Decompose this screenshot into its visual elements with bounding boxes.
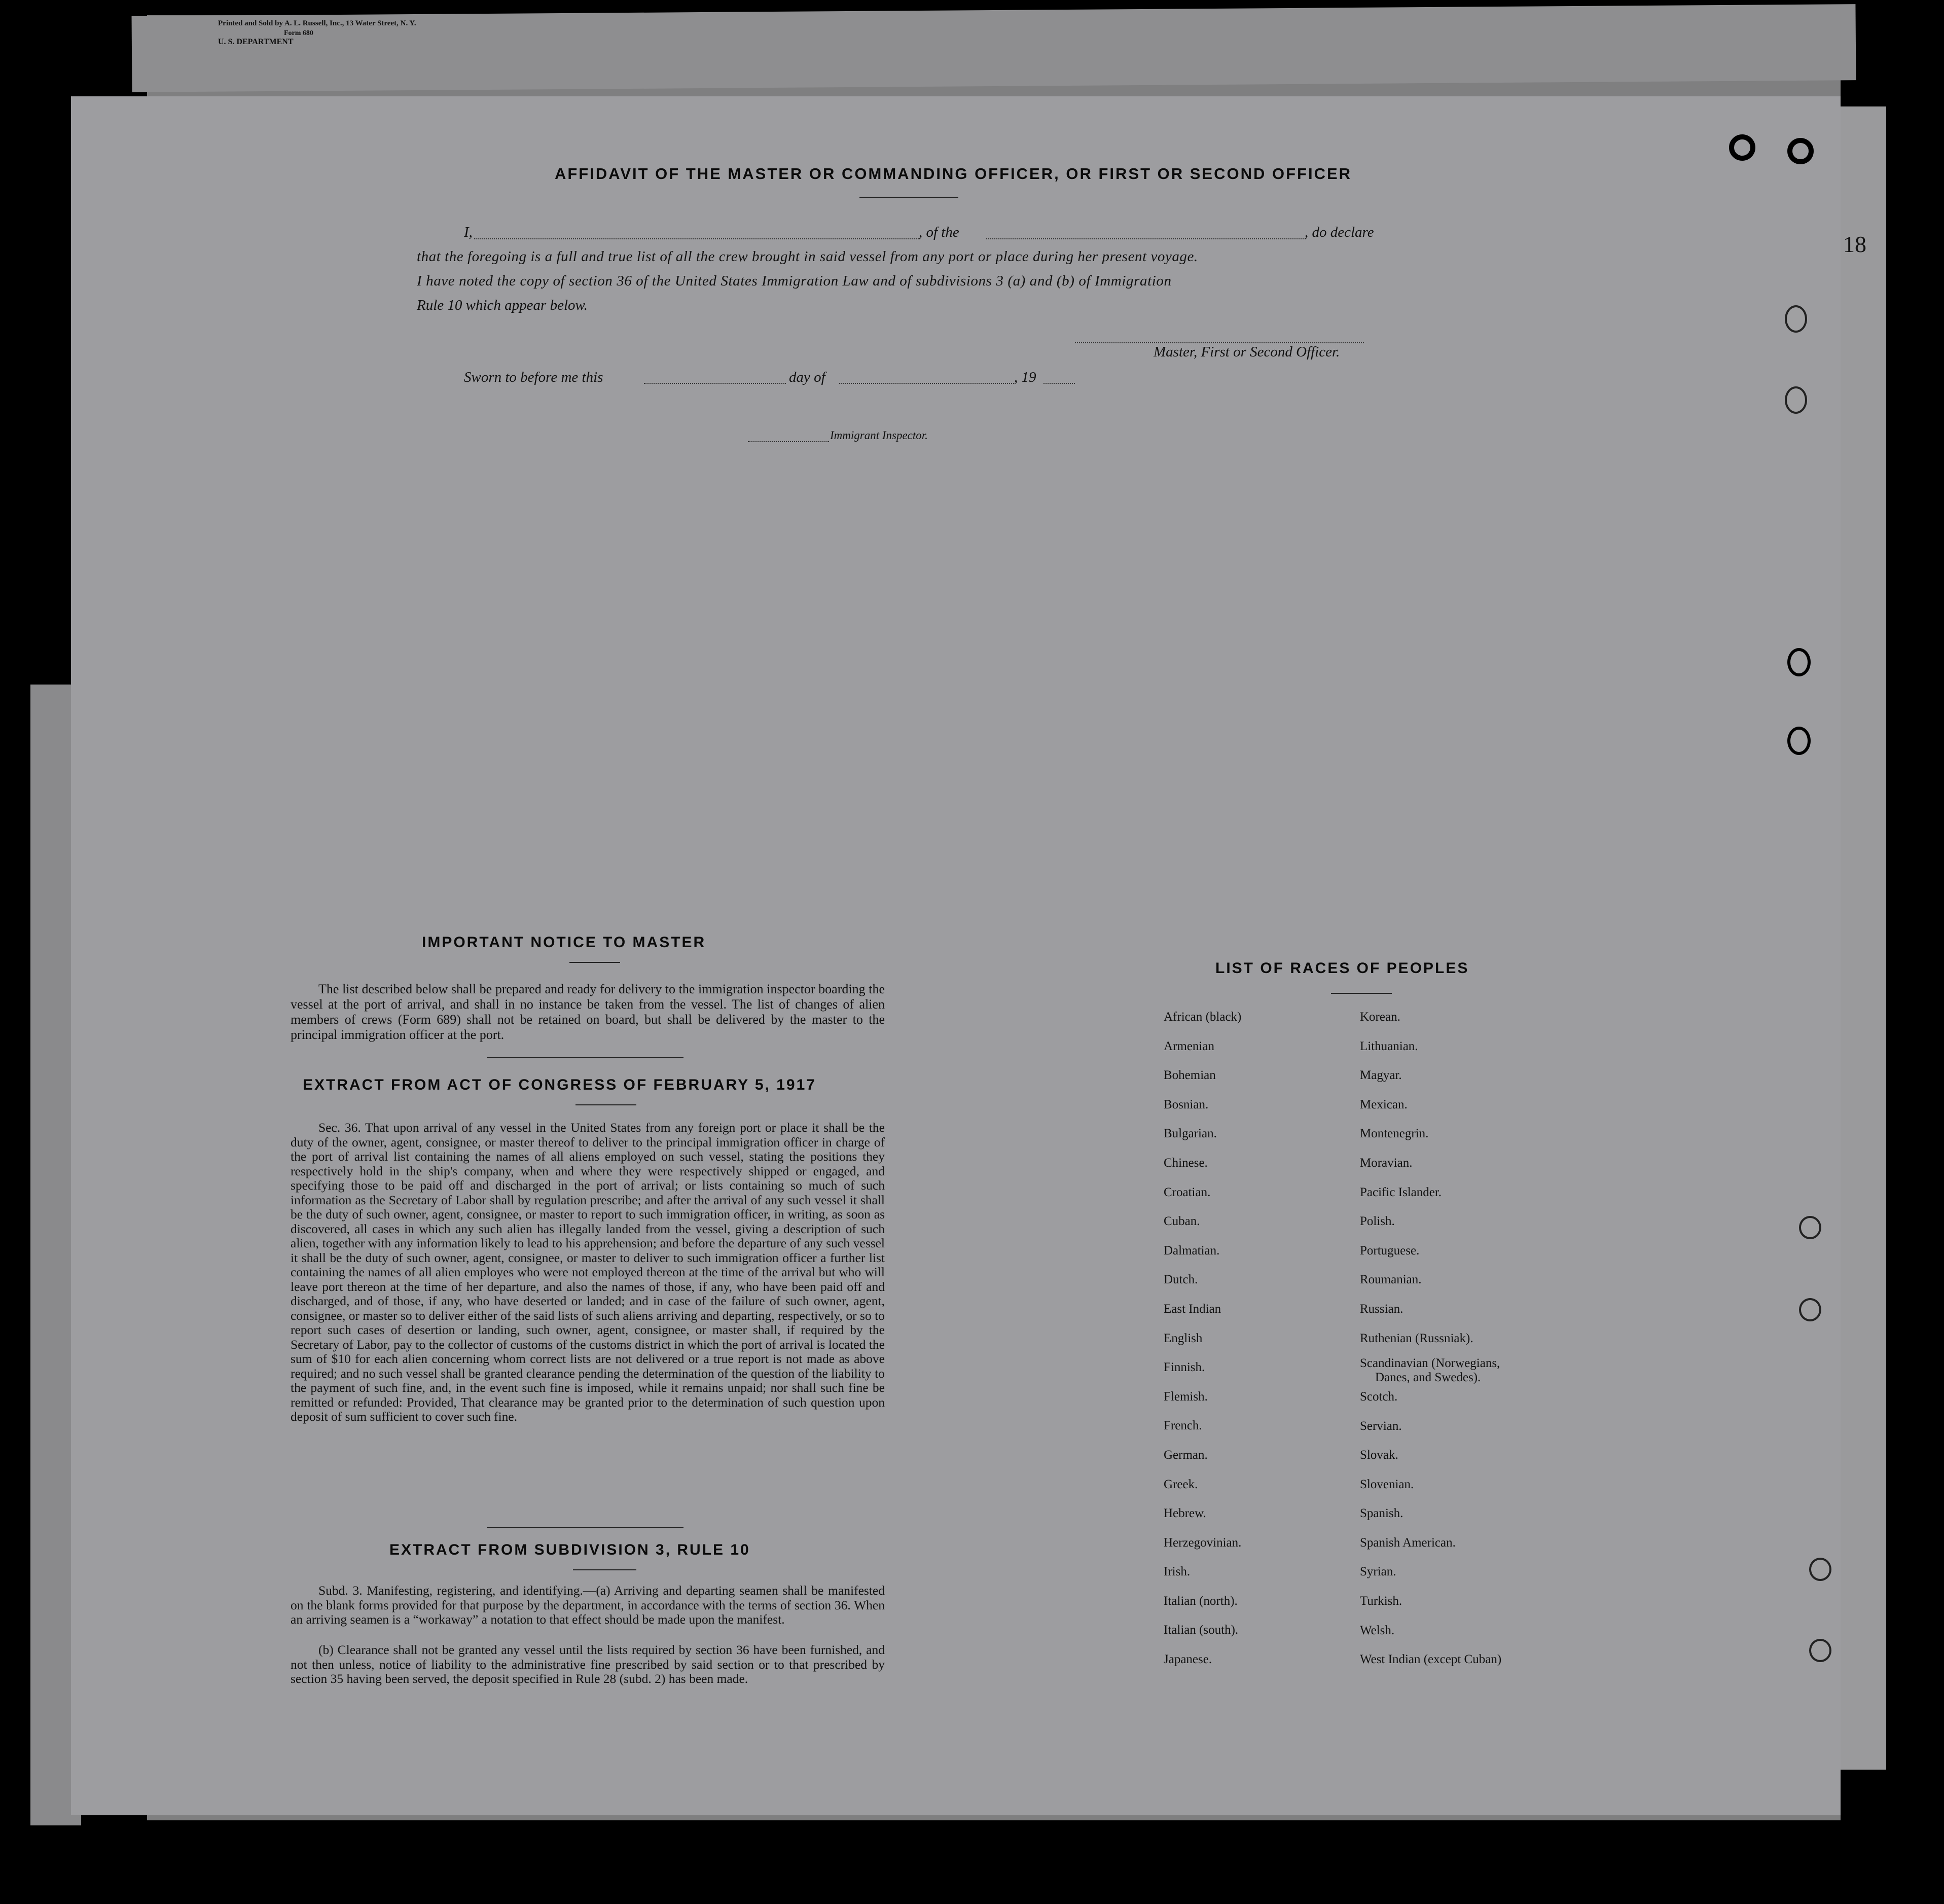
race-item: Russian.: [1360, 1302, 1403, 1316]
section-divider: [487, 1057, 683, 1058]
race-item: Lithuanian.: [1360, 1039, 1418, 1053]
rule-para-b: (b) Clearance shall not be granted any vessel until the lists required by section 36 have been furnished, and not then unless, notice of liability to the administrative fine prescribed by said section or to that prescribed by section 35 having been served, the deposit specified in Rule 28 (subd. 2) has been made.: [291, 1642, 885, 1686]
race-item: Montenegrin.: [1360, 1127, 1429, 1141]
affidavit-do-declare: , do declare: [1305, 224, 1374, 240]
race-item: Scotch.: [1360, 1389, 1398, 1404]
race-item: East Indian: [1164, 1302, 1221, 1316]
notice-title: IMPORTANT NOTICE TO MASTER: [422, 934, 706, 951]
affidavit-line4: Rule 10 which appear below.: [417, 297, 588, 313]
race-item: Portuguese.: [1360, 1243, 1420, 1258]
race-item: French.: [1164, 1419, 1202, 1433]
section-divider: [487, 1527, 683, 1528]
race-item: West Indian (except Cuban): [1360, 1652, 1502, 1667]
race-item: Japanese.: [1164, 1652, 1212, 1667]
race-item: Bulgarian.: [1164, 1127, 1217, 1141]
title-divider: [859, 197, 958, 198]
rule-title: EXTRACT FROM SUBDIVISION 3, RULE 10: [389, 1541, 750, 1558]
race-item: Bohemian: [1164, 1068, 1216, 1083]
race-item: Croatian.: [1164, 1185, 1211, 1199]
race-item: English: [1164, 1331, 1203, 1345]
race-item: Polish.: [1360, 1214, 1395, 1229]
race-item: Korean.: [1360, 1010, 1400, 1024]
race-item: Slovenian.: [1360, 1477, 1414, 1491]
race-item: Syrian.: [1360, 1565, 1396, 1579]
act-text: Sec. 36. That upon arrival of any vessel in the United States from any foreign port or place it shall be the duty of the owner, agent, consignee, or master thereof to deliver to the principal immigration officer in charge of the port of arrival list containing the names of all aliens employed on such vessel, stating the positions they respectively hold in the ship's company, when and where they were respectively shipped or engaged, and specifying those to be paid off and discharged in the port of arrival; or lists containing so much of such information as the Secretary of Labor shall by regulation prescribe; and after the arrival of any such vessel it shall be the duty of such owner, agent, consignee, or master to report to such immigration officer, in writing, as soon as discovered, all cases in which any such alien has illegally landed from the vessel, giving a description of such alien, together with any information likely to lead to his apprehension; and before the departure of any such vessel it shall be the duty of such owner, agent, consignee, or master to deliver to such immigration officer a further list containing the names of all alien employes who were not employed thereon at the time of the arrival but who will leave port thereon at the time of her departure, and also the names of those, if any, who have been paid off and discharged, and of those, if any, who have deserted or landed; and in case of the failure of such owner, agent, consignee, or master so to deliver either of the said lists of such aliens arriving and departing, respectively, or so to report such cases of desertion or landing, such owner, agent, consignee, or master shall, if required by the Secretary of Labor, pay to the collector of customs of the customs district in which the port of arrival is located the sum of $10 for each alien concerning whom correct lists are not delivered or a true report is not made as above required; and no such vessel shall be granted clearance pending the determination of the question of the liability to the payment of such fine, and, in the event such fine is imposed, while it remains unpaid; nor shall such fine be remitted or refunded: Provided, That clearance may be granted prior to the determination of such question upon deposit of sum sufficient to cover such fine.: [291, 1120, 885, 1424]
races-title: LIST OF RACES OF PEOPLES: [1215, 960, 1469, 977]
affidavit-of-the: , of the: [919, 224, 959, 240]
race-item-continued: Danes, and Swedes).: [1375, 1370, 1481, 1384]
race-item: Italian (north).: [1164, 1594, 1238, 1608]
inspector-blank[interactable]: [748, 441, 829, 442]
name-blank[interactable]: [474, 238, 920, 239]
race-item: Armenian: [1164, 1039, 1214, 1053]
race-item: African (black): [1164, 1010, 1242, 1024]
punch-hole-icon: [1799, 1216, 1821, 1239]
rule-divider: [573, 1569, 636, 1570]
punch-hole-icon: [1787, 138, 1814, 164]
race-item: Bosnian.: [1164, 1097, 1209, 1111]
races-divider: [1331, 993, 1392, 994]
race-item: Greek.: [1164, 1477, 1198, 1491]
punch-hole-icon: [1787, 727, 1811, 755]
affidavit-title: AFFIDAVIT OF THE MASTER OR COMMANDING OFFICER, OR FIRST OR SECOND OFFICER: [554, 165, 1352, 183]
race-item: Finnish.: [1164, 1360, 1205, 1375]
signature-blank[interactable]: [1075, 342, 1364, 343]
rule-para-a: Subd. 3. Manifesting, registering, and identifying.—(a) Arriving and departing seamen shall be manifested on the blank forms provided for that purpose by the department, in accordance with the terms of section 36. When an arriving seamen is a “workaway” a notation to that effect should be made upon the manifest.: [291, 1583, 885, 1627]
top-sheet-edge: [132, 4, 1856, 92]
race-item: Spanish.: [1360, 1506, 1403, 1521]
year-blank[interactable]: [1043, 383, 1075, 384]
punch-hole-icon: [1809, 1558, 1831, 1581]
race-item: Ruthenian (Russniak).: [1360, 1331, 1473, 1345]
act-title: EXTRACT FROM ACT OF CONGRESS OF FEBRUARY 5, 1917: [303, 1076, 816, 1093]
punch-hole-icon: [1729, 134, 1755, 161]
race-item: Magyar.: [1360, 1068, 1402, 1083]
race-item: Turkish.: [1360, 1594, 1402, 1608]
punch-hole-icon: [1809, 1639, 1831, 1662]
race-item: Italian (south).: [1164, 1623, 1239, 1637]
vessel-blank[interactable]: [986, 238, 1306, 239]
race-item: Spanish American.: [1360, 1535, 1456, 1550]
affidavit-line3: I have noted the copy of section 36 of the United States Immigration Law and of subdivisions 3 (a) and (b) of Immigration: [417, 273, 1172, 289]
signature-label: Master, First or Second Officer.: [1154, 344, 1340, 360]
affidavit-line2: that the foregoing is a full and true list of all the crew brought in said vessel from any port or place during her present voyage.: [417, 248, 1198, 265]
form-number: Form 680: [284, 29, 313, 37]
race-item: Cuban.: [1164, 1214, 1200, 1229]
affidavit-i: I,: [464, 224, 473, 240]
race-item: Pacific Islander.: [1360, 1185, 1442, 1199]
races-right-column: [1360, 1010, 1573, 1682]
notice-divider: [569, 962, 620, 963]
punch-hole-icon: [1785, 305, 1807, 333]
race-item: Irish.: [1164, 1565, 1191, 1579]
race-item: Chinese.: [1164, 1156, 1208, 1170]
race-item: German.: [1164, 1448, 1208, 1462]
race-item: Servian.: [1360, 1419, 1402, 1433]
races-left-column: [1164, 1010, 1306, 1682]
punch-hole-icon: [1787, 648, 1811, 676]
sworn-day-blank[interactable]: [644, 383, 786, 384]
department-line: U. S. DEPARTMENT: [218, 38, 294, 46]
race-item: Moravian.: [1360, 1156, 1413, 1170]
race-item: Herzegovinian.: [1164, 1535, 1242, 1550]
act-divider: [575, 1104, 636, 1105]
year-label: , 19: [1014, 369, 1036, 385]
sworn-label: Sworn to before me this: [464, 369, 603, 385]
race-item: Mexican.: [1360, 1097, 1408, 1111]
race-item: Scandinavian (Norwegians,: [1360, 1356, 1500, 1370]
race-item: Flemish.: [1164, 1389, 1208, 1404]
month-blank[interactable]: [839, 383, 1014, 384]
day-of-label: day of: [789, 369, 825, 385]
punch-hole-icon: [1785, 386, 1807, 414]
notice-text: The list described below shall be prepared and ready for delivery to the immigration inspector boarding the vessel at the port of arrival, and shall in no instance be taken from the vessel. The list of changes of alien members of crews (Form 689) shall not be retained on board, but shall be delivered by the master to the principal immigration officer at the port.: [291, 982, 885, 1042]
printer-line: Printed and Sold by A. L. Russell, Inc., 13 Water Street, N. Y.: [218, 19, 416, 27]
race-item: Welsh.: [1360, 1623, 1395, 1637]
race-item: Hebrew.: [1164, 1506, 1206, 1521]
race-item: Dutch.: [1164, 1273, 1198, 1287]
race-item: Roumanian.: [1360, 1273, 1422, 1287]
race-item: Dalmatian.: [1164, 1243, 1220, 1258]
punch-hole-icon: [1799, 1298, 1821, 1321]
page-number: 18: [1843, 231, 1866, 257]
race-item: Slovak.: [1360, 1448, 1398, 1462]
inspector-label: Immigrant Inspector.: [830, 429, 928, 442]
document-page: [71, 96, 1841, 1815]
